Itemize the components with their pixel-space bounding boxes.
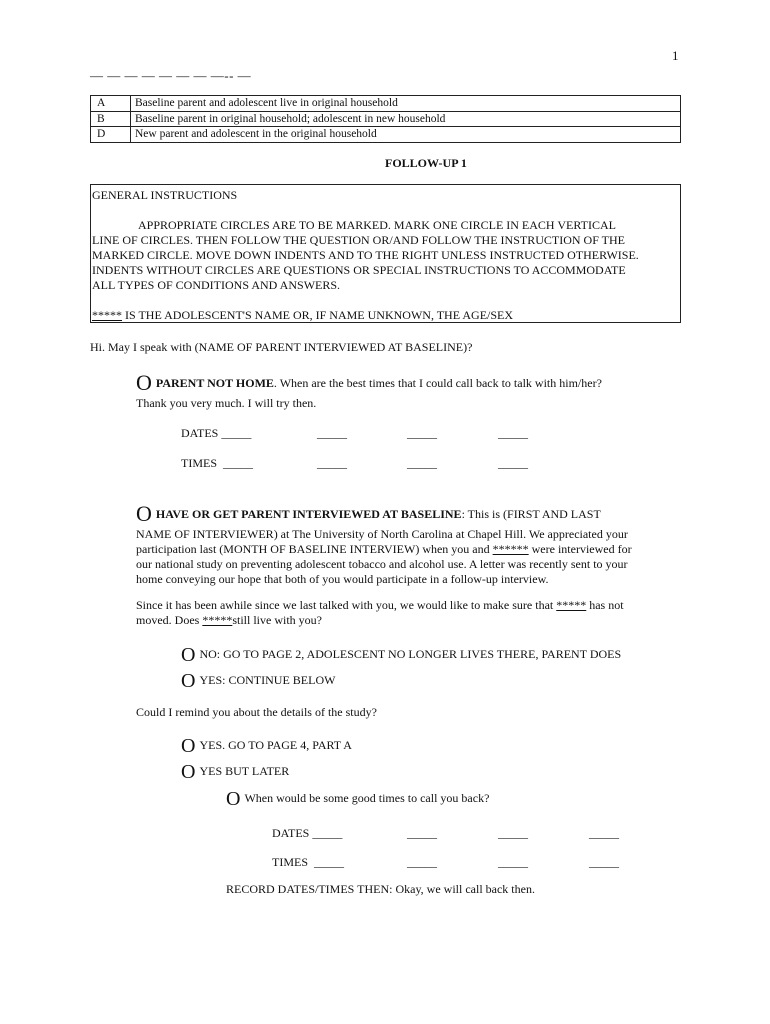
instruction-line: ALL TYPES OF CONDITIONS AND ANSWERS.	[92, 278, 341, 292]
option-text: YES BUT LATER	[199, 764, 290, 778]
script-text: has not	[586, 598, 624, 612]
spacer	[92, 203, 680, 218]
date-blank[interactable]: _____	[589, 826, 619, 840]
script-line	[136, 542, 632, 557]
time-blank[interactable]: _____	[317, 456, 347, 470]
code-description: New parent and adolescent in the original household	[131, 127, 681, 143]
option-yes-page4	[181, 735, 352, 757]
date-blank[interactable]: _____	[317, 426, 347, 440]
script-line	[136, 598, 624, 613]
script-text: still live with you?	[232, 613, 322, 627]
option-text: YES. GO TO PAGE 4, PART A	[199, 738, 352, 752]
date-blank[interactable]: _____	[407, 426, 437, 440]
time-blank[interactable]: _____	[223, 456, 253, 470]
dates-label-text: DATES	[272, 826, 310, 840]
script-line	[136, 613, 322, 628]
remind-question: Could I remind you about the details of the study?	[136, 705, 377, 719]
table-row	[91, 127, 681, 143]
answer-circle[interactable]: O	[181, 644, 196, 666]
name-note-text: IS THE ADOLESCENT'S NAME OR, IF NAME UNKNOWN, THE AGE/SEX	[122, 308, 514, 322]
answer-circle[interactable]: O	[136, 370, 152, 395]
name-marker-note	[92, 308, 680, 323]
option-yes-continue	[181, 670, 335, 692]
callback-dates-label	[272, 826, 342, 841]
option-text: NO: GO TO PAGE 2, ADOLESCENT NO LONGER LIVES THERE, PARENT DOES	[199, 647, 622, 661]
callback-times-label	[272, 855, 344, 870]
name-marker: *****	[202, 613, 233, 627]
general-instructions-box	[90, 184, 681, 323]
table-row	[91, 96, 681, 112]
script-text: were interviewed for	[528, 542, 632, 556]
record-instruction: RECORD DATES/TIMES THEN: Okay, we will call back then.	[226, 882, 535, 896]
option-when-call-back	[226, 788, 489, 810]
option-text: When would be some good times to call you back?	[244, 791, 490, 805]
code-description: Baseline parent and adolescent live in original household	[131, 96, 681, 112]
script-text: participation last (MONTH OF BASELINE INTERVIEW) when you and	[136, 542, 493, 556]
option-have-parent	[136, 503, 601, 525]
instruction-line: INDENTS WITHOUT CIRCLES ARE QUESTIONS OR SPECIAL INSTRUCTIONS TO ACCOMMODATE	[92, 263, 626, 277]
instruction-line: MARKED CIRCLE. MOVE DOWN INDENTS AND TO THE RIGHT UNLESS INSTRUCTED OTHERWISE.	[92, 248, 639, 262]
time-blank[interactable]: _____	[407, 855, 437, 869]
date-blank[interactable]: _____	[498, 826, 528, 840]
time-blank[interactable]: _____	[498, 456, 528, 470]
option-label: PARENT NOT HOME	[155, 376, 274, 390]
time-blank[interactable]: _____	[407, 456, 437, 470]
script-line: home conveying our hope that both of you would participate in a follow-up interview.	[136, 572, 549, 586]
answer-circle[interactable]: O	[181, 670, 196, 692]
option-no-lives-there	[181, 644, 621, 666]
script-text: Since it has been awhile since we last talked with you, we would like to make sure that	[136, 598, 557, 612]
dates-label-text: DATES	[181, 426, 219, 440]
script-line: our national study on preventing adolescent tobacco and alcohol use. A letter was recently sent to your	[136, 557, 628, 571]
option-parent-not-home	[136, 372, 602, 394]
instruction-line: APPROPRIATE CIRCLES ARE TO BE MARKED. MARK ONE CIRCLE IN EACH VERTICAL	[138, 218, 616, 232]
date-blank[interactable]: _____	[498, 426, 528, 440]
option-yes-later	[181, 761, 289, 783]
date-blank[interactable]: _____	[312, 826, 343, 840]
option-text: : This is (FIRST AND LAST	[461, 507, 601, 521]
time-blank[interactable]: _____	[498, 855, 528, 869]
option-text-line: Thank you very much. I will try then.	[136, 396, 317, 410]
answer-circle[interactable]: O	[181, 761, 196, 783]
script-text: moved. Does	[136, 613, 203, 627]
date-blank[interactable]: _____	[407, 826, 437, 840]
instructions-heading: GENERAL INSTRUCTIONS	[92, 188, 238, 202]
section-title: FOLLOW-UP 1	[385, 156, 467, 170]
script-line: NAME OF INTERVIEWER) at The University of North Carolina at Chapel Hill. We appreciated your	[136, 527, 628, 541]
instruction-line: LINE OF CIRCLES. THEN FOLLOW THE QUESTION OR/AND FOLLOW THE INSTRUCTION OF THE	[92, 233, 625, 247]
option-text: YES: CONTINUE BELOW	[199, 673, 336, 687]
name-marker: ******	[492, 542, 529, 556]
date-blank[interactable]: _____	[221, 426, 252, 440]
answer-circle[interactable]: O	[226, 788, 241, 810]
answer-circle[interactable]: O	[136, 501, 152, 526]
times-label-text: TIMES	[181, 456, 217, 470]
spacer	[92, 293, 680, 308]
page-number: 1	[672, 48, 679, 63]
name-marker: *****	[556, 598, 587, 612]
name-marker: *****	[92, 308, 122, 322]
option-label: HAVE OR GET PARENT INTERVIEWED AT BASELINE	[155, 507, 462, 521]
code-cell: D	[91, 127, 131, 143]
id-entry-line[interactable]: — — — — — — — —-- —	[90, 68, 252, 83]
time-blank[interactable]: _____	[314, 855, 344, 869]
code-cell: B	[91, 111, 131, 127]
time-blank[interactable]: _____	[589, 855, 619, 869]
answer-circle[interactable]: O	[181, 735, 196, 757]
code-cell: A	[91, 96, 131, 112]
intro-question: Hi. May I speak with (NAME OF PARENT INTERVIEWED AT BASELINE)?	[90, 340, 473, 354]
household-codes-table	[90, 95, 681, 143]
code-description: Baseline parent in original household; adolescent in new household	[131, 111, 681, 127]
option-text: . When are the best times that I could call back to talk with him/her?	[273, 376, 602, 390]
times-label-text: TIMES	[272, 855, 308, 869]
dates-label	[181, 426, 251, 441]
table-row	[91, 111, 681, 127]
times-label	[181, 456, 253, 471]
